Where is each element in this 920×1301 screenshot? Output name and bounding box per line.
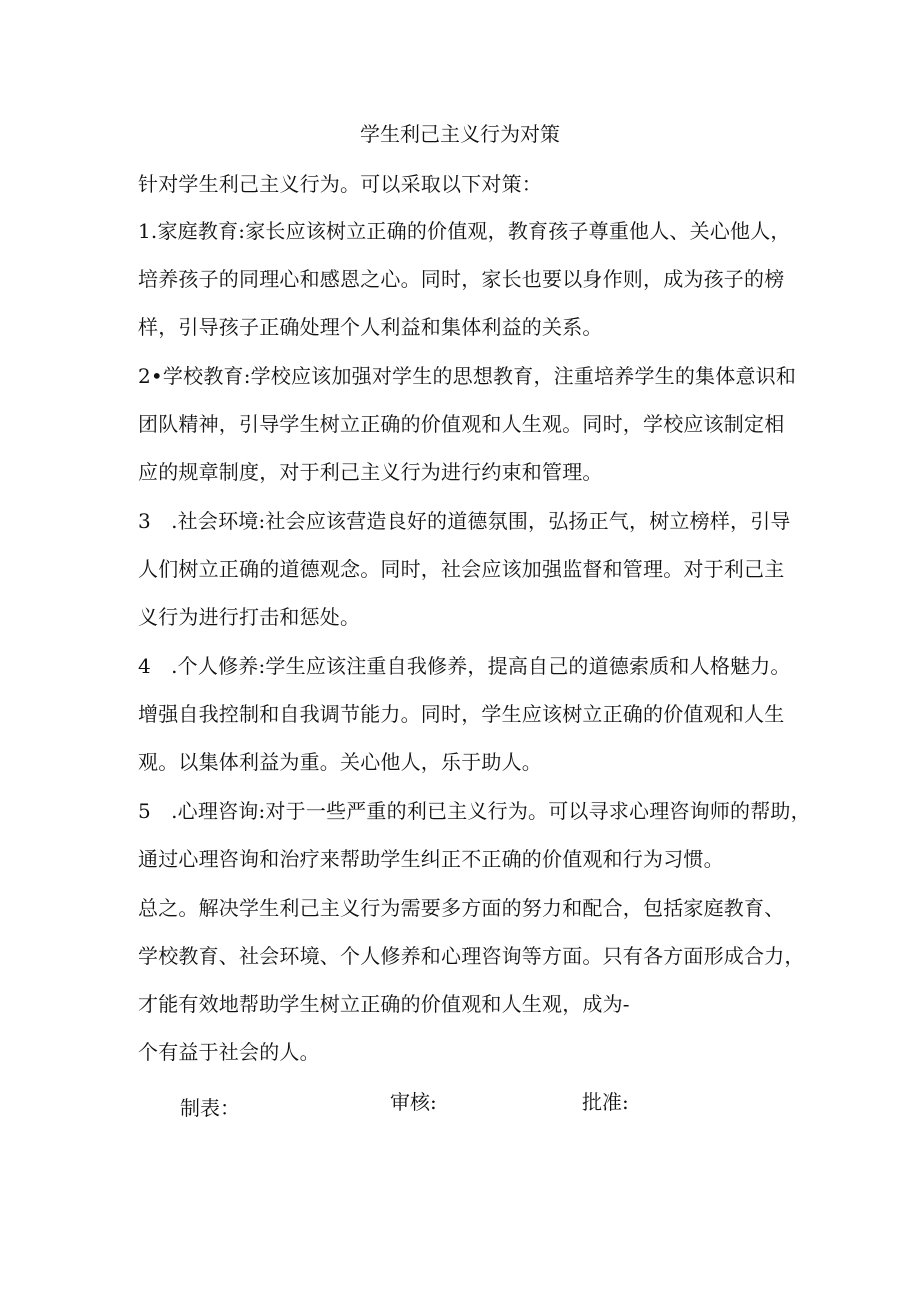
item-1-line-2: 培养孩子的同理心和感恩之心。同时，家长也要以身作则，成为孩子的榜 (138, 267, 785, 291)
item-1-line-3: 样，引导孩子正确处理个人利益和集体利益的关系。 (138, 315, 603, 339)
item-1-line-1: 1.家庭教育:家长应该树立正确的价值观，教育孩子尊重他人、关心他人， (138, 219, 791, 243)
prepared-by-label: 制表： (180, 1096, 240, 1120)
item-4-line-3: 观。以集体利益为重。关心他人，乐于助人。 (138, 750, 542, 774)
item-4-line-1: 4 .个人修养:学生应该注重自我修养，提高自己的道德索质和人格魅力。 (138, 654, 791, 678)
reviewed-by-label: 审核: (390, 1090, 437, 1114)
item-2-line-2: 团队精神，引导学生树立正确的价值观和人生观。同时，学校应该制定相 (138, 412, 785, 436)
item-2-line-1: 2•学校教育:学校应该加强对学生的思想教育，注重培养学生的集体意识和 (138, 364, 797, 388)
summary-line-4: 个有益于社会的人。 (138, 1040, 320, 1064)
item-3-line-2: 人们树立正确的道德观念。同时，社会应该加强监督和管理。对于利己主 (138, 557, 785, 581)
document-title: 学生利己主义行为对策 (360, 122, 560, 146)
item-4-line-2: 增强自我控制和自我调节能力。同时，学生应该树立正确的价值观和人生 (138, 702, 785, 726)
summary-line-3: 才能有效地帮助学生树立正确的价值观和人生观，成为- (138, 992, 630, 1016)
item-5-line-1: 5 .心理咨询:对于一些严重的利已主义行为。可以寻求心理咨询师的帮助， (138, 799, 811, 823)
item-3-line-1: 3 .社会环境:社会应该营造良好的道德氛围，弘扬正气，树立榜样，引导 (138, 509, 791, 533)
approved-by-label: 批准: (582, 1090, 629, 1114)
item-2-line-3: 应的规章制度，对于利己主义行为进行约束和管理。 (138, 460, 603, 484)
item-3-line-3: 义行为进行打击和惩处。 (138, 605, 361, 629)
item-5-line-2: 通过心理咨询和治疗来帮助学生纠正不正确的价值观和行为习惯。 (138, 847, 724, 871)
summary-line-1: 总之。解决学生利己主义行为需要多方面的努力和配合，包括家庭教育、 (138, 896, 785, 920)
intro-line: 针对学生利己主义行为。可以采取以下对策： (138, 172, 542, 196)
summary-line-2: 学校教育、社会环境、个人修养和心理咨询等方面。只有各方面形成合力， (138, 944, 805, 968)
